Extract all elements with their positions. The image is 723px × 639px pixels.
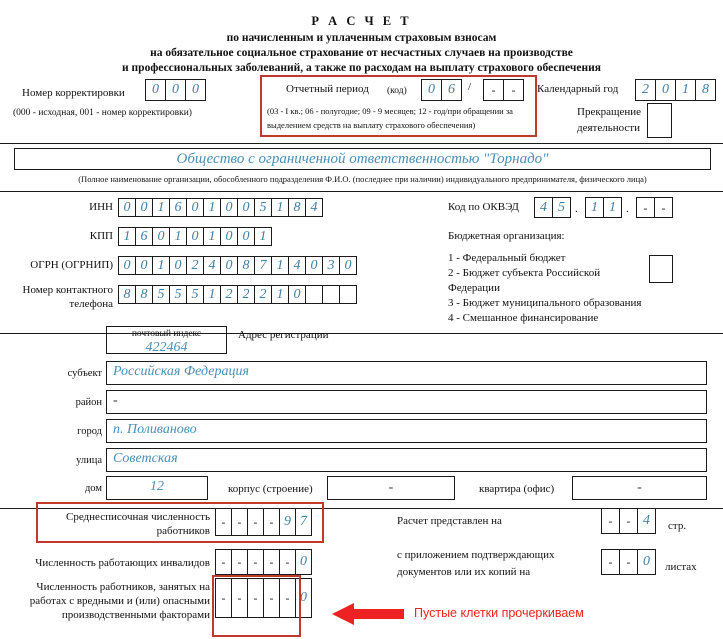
kpp-cell-4[interactable]: 0 xyxy=(186,227,204,246)
phone-label-line-2: телефона xyxy=(69,298,113,310)
period-year-cells[interactable] xyxy=(483,79,524,101)
okved-label: Код по ОКВЭД xyxy=(448,201,519,213)
inn-cell-4[interactable]: 0 xyxy=(186,198,204,217)
kpp-cell-1[interactable]: 6 xyxy=(135,227,153,246)
address-value-apartment: - xyxy=(637,480,642,495)
kpp-cell-2[interactable]: 0 xyxy=(152,227,170,246)
okved-group-2[interactable] xyxy=(585,197,622,218)
ogrn-cells[interactable] xyxy=(118,256,357,275)
okved-cell-1[interactable]: 5 xyxy=(552,197,571,218)
address-field-district[interactable] xyxy=(106,390,707,414)
attachments-unit-label: листах xyxy=(665,561,697,573)
year-cell-2[interactable]: 1 xyxy=(675,79,696,101)
calendar-year-cells[interactable] xyxy=(635,79,716,101)
avg-headcount-cell-0[interactable]: - xyxy=(215,508,232,536)
inn-cell-0[interactable]: 0 xyxy=(118,198,136,217)
registration-address-label: Адрес регистрации xyxy=(238,329,329,341)
title-line-3: и профессиональных заболеваний, а также по расходам на выплату страхового обеспечения xyxy=(122,62,601,74)
phone-cell-0[interactable]: 8 xyxy=(118,285,136,304)
correction-number-cells[interactable] xyxy=(145,79,206,101)
okved-dot-1: . xyxy=(575,203,578,215)
disabled-headcount-cell-0[interactable]: - xyxy=(215,549,232,575)
kpp-label: КПП xyxy=(89,230,113,242)
okved-cell-3[interactable]: 1 xyxy=(603,197,622,218)
annotation-text: Пустые клетки прочеркиваем xyxy=(414,606,584,620)
hazard-headcount-cell-0[interactable]: - xyxy=(215,578,232,618)
budget-organization-checkbox[interactable] xyxy=(649,255,673,283)
left-arrow-icon xyxy=(332,601,404,632)
attachments-cell-1[interactable]: - xyxy=(619,549,638,575)
correction-number-field[interactable] xyxy=(22,83,125,101)
address-value-building: - xyxy=(388,480,394,495)
phone-cell-5[interactable]: 1 xyxy=(203,285,221,304)
postal-code-label: почтовый индекс xyxy=(131,329,202,339)
form-title-block xyxy=(0,14,723,74)
inn-cell-1[interactable]: 0 xyxy=(135,198,153,217)
address-value-city: п. Поливаново xyxy=(113,422,197,437)
inn-cells[interactable] xyxy=(118,198,323,217)
attachments-cells[interactable] xyxy=(601,549,656,575)
attachments-cell-0[interactable]: - xyxy=(601,549,620,575)
disabled-headcount-cell-5[interactable]: 0 xyxy=(295,549,312,575)
ogrn-cell-4[interactable]: 2 xyxy=(186,256,204,275)
pages-unit-label: стр. xyxy=(668,520,687,532)
period-code-cells[interactable] xyxy=(421,79,462,101)
pages-cell-1[interactable]: - xyxy=(619,508,638,534)
pages-submitted-label: Расчет представлен на xyxy=(397,515,502,527)
address-label-apartment: квартира (офис) xyxy=(479,483,555,495)
year-cell-0[interactable]: 2 xyxy=(635,79,656,101)
page-title: Р А С Ч Е Т xyxy=(311,14,412,28)
inn-cell-10[interactable]: 8 xyxy=(288,198,306,217)
ogrn-cell-8[interactable]: 7 xyxy=(254,256,272,275)
budget-option-1: 1 - Федеральный бюджет xyxy=(448,252,566,264)
okved-group-1[interactable] xyxy=(534,197,571,218)
disabled-headcount-cell-3[interactable]: - xyxy=(263,549,280,575)
disabled-headcount-cell-1[interactable]: - xyxy=(231,549,248,575)
phone-cell-6[interactable]: 2 xyxy=(220,285,238,304)
correction-number-label: Номер корректировки xyxy=(22,87,125,99)
organization-name-field[interactable] xyxy=(14,148,711,170)
budget-organization-title: Бюджетная организация: xyxy=(448,230,565,242)
address-label-building: корпус (строение) xyxy=(228,483,313,495)
address-label-district: район xyxy=(75,397,102,408)
phone-cell-2[interactable]: 5 xyxy=(152,285,170,304)
ogrn-cell-13[interactable]: 0 xyxy=(339,256,357,275)
cessation-label-line-1: Прекращение xyxy=(577,106,642,118)
average-headcount-label-line-2: работников xyxy=(156,525,210,537)
phone-cell-8[interactable]: 2 xyxy=(254,285,272,304)
inn-cell-6[interactable]: 0 xyxy=(220,198,238,217)
budget-option-2-cont: Федерации xyxy=(448,282,500,294)
hazard-headcount-cell-2[interactable]: - xyxy=(247,578,264,618)
phone-cells[interactable] xyxy=(118,285,357,304)
budget-option-4: 4 - Смешанное финансирование xyxy=(448,312,599,324)
period-year-cell-1[interactable]: - xyxy=(503,79,524,101)
period-label: Отчетный период xyxy=(286,83,369,95)
ogrn-label: ОГРН (ОГРНИП) xyxy=(30,259,113,271)
title-line-2: на обязательное социальное страхование от несчастных случаев на производстве xyxy=(150,47,573,59)
year-cell-1[interactable]: 0 xyxy=(655,79,676,101)
ogrn-cell-2[interactable]: 1 xyxy=(152,256,170,275)
hazard-headcount-cell-5[interactable]: 0 xyxy=(295,578,312,618)
ogrn-cell-3[interactable]: 0 xyxy=(169,256,187,275)
cessation-checkbox[interactable] xyxy=(647,103,672,138)
title-line-1: по начисленным и уплаченным страховым взносам xyxy=(226,32,497,44)
postal-code-field[interactable] xyxy=(106,326,227,354)
inn-cell-7[interactable]: 0 xyxy=(237,198,255,217)
address-value-subject: Российская Федерация xyxy=(113,364,249,379)
kpp-cell-7[interactable]: 0 xyxy=(237,227,255,246)
budget-option-2: 2 - Бюджет субъекта Российской xyxy=(448,267,601,279)
kpp-cell-3[interactable]: 1 xyxy=(169,227,187,246)
attachments-label-line-2: документов или их копий на xyxy=(397,566,531,578)
hazard-headcount-cell-1[interactable]: - xyxy=(231,578,248,618)
kpp-cell-0[interactable]: 1 xyxy=(118,227,136,246)
ogrn-cell-1[interactable]: 0 xyxy=(135,256,153,275)
inn-cell-11[interactable]: 4 xyxy=(305,198,323,217)
kpp-cell-8[interactable]: 1 xyxy=(254,227,272,246)
inn-cell-3[interactable]: 6 xyxy=(169,198,187,217)
ogrn-cell-6[interactable]: 0 xyxy=(220,256,238,275)
organization-name-value: Общество с ограниченной ответственностью "Торнадо" xyxy=(176,151,549,167)
inn-cell-9[interactable]: 1 xyxy=(271,198,289,217)
ogrn-cell-12[interactable]: 3 xyxy=(322,256,340,275)
attachments-cell-2[interactable]: 0 xyxy=(637,549,656,575)
period-hint-line-1: (03 - I кв.; 06 - полугодие; 09 - 9 месяцев; 12 - год/при обращении за xyxy=(267,106,513,116)
address-value-street: Советская xyxy=(113,451,178,466)
hazard-headcount-label-line-3: производственными факторами xyxy=(61,609,210,621)
phone-label-line-1: Номер контактного xyxy=(22,284,113,296)
address-label-subject: субъект xyxy=(67,368,102,379)
okved-cell-5[interactable]: - xyxy=(654,197,673,218)
okved-cell-2[interactable]: 1 xyxy=(585,197,604,218)
kpp-cell-6[interactable]: 0 xyxy=(220,227,238,246)
year-cell-3[interactable]: 8 xyxy=(695,79,716,101)
correction-cell-2[interactable]: 0 xyxy=(185,79,206,101)
disabled-headcount-cell-4[interactable]: - xyxy=(279,549,296,575)
phone-cell-3[interactable]: 5 xyxy=(169,285,187,304)
phone-cell-9[interactable]: 1 xyxy=(271,285,289,304)
pages-cell-2[interactable]: 4 xyxy=(637,508,656,534)
phone-cell-11[interactable] xyxy=(305,285,323,304)
phone-cell-4[interactable]: 5 xyxy=(186,285,204,304)
postal-code-value: 422464 xyxy=(145,340,188,355)
okved-cell-0[interactable]: 4 xyxy=(534,197,553,218)
average-headcount-cells[interactable] xyxy=(215,508,312,536)
divider-org xyxy=(0,191,723,192)
inn-cell-2[interactable]: 1 xyxy=(152,198,170,217)
avg-headcount-cell-4[interactable]: 9 xyxy=(279,508,296,536)
ogrn-cell-0[interactable]: 0 xyxy=(118,256,136,275)
organization-name-hint: (Полное наименование организации, обособленного подразделения Ф.И.О. (последнее при наличии) индивидуального предпринимателя, физического лица) xyxy=(78,174,647,184)
budget-option-3: 3 - Бюджет муниципального образования xyxy=(448,297,642,309)
hazard-headcount-label-line-2: работах с вредными и (или) опасными xyxy=(29,595,210,607)
correction-cell-1[interactable]: 0 xyxy=(165,79,186,101)
ogrn-cell-7[interactable]: 8 xyxy=(237,256,255,275)
period-hint-line-2: выделением средств на выплату страхового обеспечения) xyxy=(267,120,476,130)
address-label-street: улица xyxy=(76,455,102,466)
disabled-headcount-cells[interactable] xyxy=(215,549,312,575)
disabled-headcount-label: Численность работающих инвалидов xyxy=(35,557,210,569)
address-value-district: - xyxy=(113,393,118,408)
period-year-cell-0[interactable]: - xyxy=(483,79,504,101)
address-label-city: город xyxy=(77,426,102,437)
okved-dot-2: . xyxy=(626,203,629,215)
period-code-label: (код) xyxy=(387,86,407,96)
avg-headcount-cell-2[interactable]: - xyxy=(247,508,264,536)
avg-headcount-cell-3[interactable]: - xyxy=(263,508,280,536)
ogrn-cell-11[interactable]: 0 xyxy=(305,256,323,275)
inn-cell-8[interactable]: 5 xyxy=(254,198,272,217)
disabled-headcount-cell-2[interactable]: - xyxy=(247,549,264,575)
calendar-year-label: Календарный год xyxy=(537,83,619,95)
attachments-label-line-1: с приложением подтверждающих xyxy=(397,549,555,561)
period-cell-0[interactable]: 0 xyxy=(421,79,442,101)
ogrn-cell-9[interactable]: 1 xyxy=(271,256,289,275)
phone-cell-13[interactable] xyxy=(339,285,357,304)
hazard-headcount-cells[interactable] xyxy=(215,578,312,618)
cessation-label-line-2: деятельности xyxy=(577,122,640,134)
average-headcount-label-line-1: Среднесписочная численность xyxy=(65,511,210,523)
address-value-house: 12 xyxy=(150,479,164,494)
phone-cell-10[interactable]: 0 xyxy=(288,285,306,304)
correction-number-hint: (000 - исходная, 001 - номер корректировки) xyxy=(13,108,192,118)
address-label-house: дом xyxy=(84,483,102,494)
address-field-street[interactable] xyxy=(106,448,707,472)
inn-cell-5[interactable]: 1 xyxy=(203,198,221,217)
pages-cell-0[interactable]: - xyxy=(601,508,620,534)
ogrn-cell-5[interactable]: 4 xyxy=(203,256,221,275)
ogrn-cell-10[interactable]: 4 xyxy=(288,256,306,275)
hazard-headcount-cell-4[interactable]: - xyxy=(279,578,296,618)
phone-cell-12[interactable] xyxy=(322,285,340,304)
inn-label: ИНН xyxy=(89,201,113,213)
period-separator: / xyxy=(468,81,472,93)
hazard-headcount-cell-3[interactable]: - xyxy=(263,578,280,618)
pages-submitted-cells[interactable] xyxy=(601,508,656,534)
phone-cell-1[interactable]: 8 xyxy=(135,285,153,304)
avg-headcount-cell-1[interactable]: - xyxy=(231,508,248,536)
kpp-cells[interactable] xyxy=(118,227,272,246)
hazard-headcount-label-line-1: Численность работников, занятых на xyxy=(36,581,210,593)
divider-top xyxy=(0,143,723,144)
phone-cell-7[interactable]: 2 xyxy=(237,285,255,304)
correction-cell-0[interactable]: 0 xyxy=(145,79,166,101)
kpp-cell-5[interactable]: 1 xyxy=(203,227,221,246)
avg-headcount-cell-5[interactable]: 7 xyxy=(295,508,312,536)
period-cell-1[interactable]: 6 xyxy=(441,79,462,101)
okved-group-3[interactable] xyxy=(636,197,673,218)
okved-cell-4[interactable]: - xyxy=(636,197,655,218)
